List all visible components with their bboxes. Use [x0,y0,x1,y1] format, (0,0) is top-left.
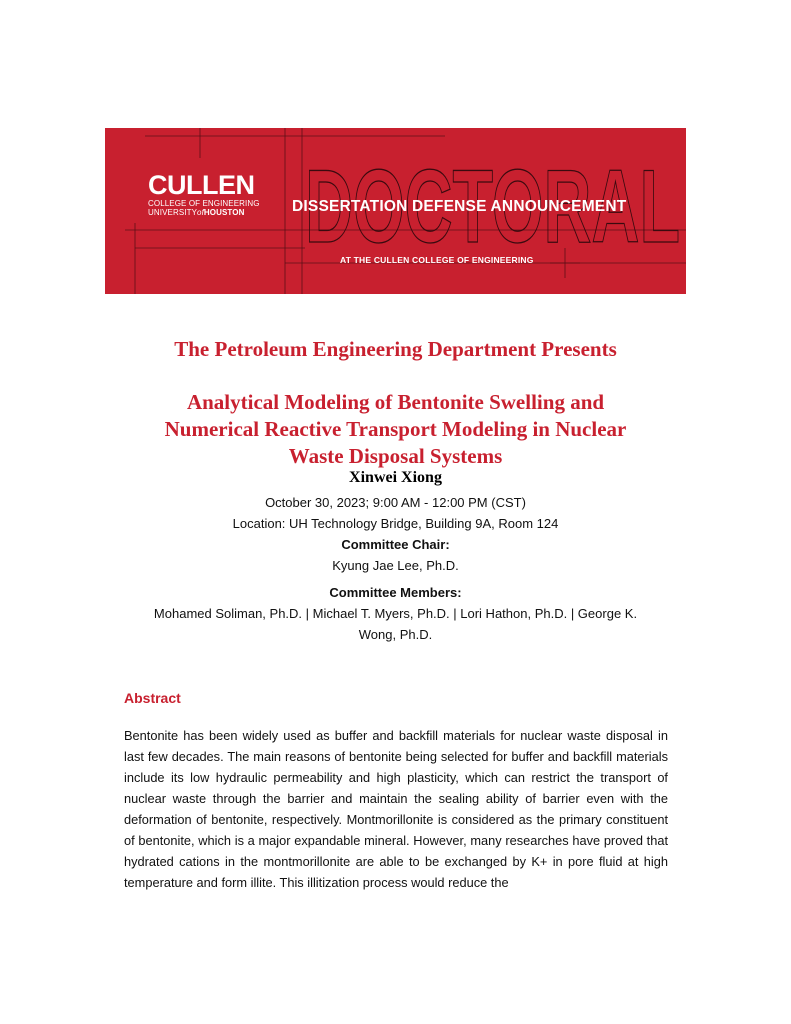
cullen-logo [148,172,260,217]
defense-date: October 30, 2023; 9:00 AM - 12:00 PM (CST) [265,495,526,510]
logo-of-word: of [197,208,204,217]
committee-members-line: Mohamed Soliman, Ph.D. | Michael T. Myers, Ph.D. | Lori Hathon, Ph.D. | George K. [153,606,638,621]
doctoral-word-text: DOCTORAL [305,150,680,250]
title-line: Waste Disposal Systems [288,444,503,468]
abstract-text: Bentonite has been widely used as buffer and backfill materials for nuclear waste disposal in last few decades. The main reasons of bentonite being selected for buffer and backfill materials include its low hydraulic permeability and high plasticity, which can restrict the transport of nuclear waste through the barrier and maintain the sealing ability of barrier even with the deformation of bentonite, respectively. Montmorillonite is considered as the primary constituent of bentonite, which is a major expandable mineral. However, many researches have proved that hydrated cations in the montmorillonite are able to be exchanged by K+ in pore fluid at high temperature and form illite. This illitization process would reduce the [124,728,668,890]
dissertation-title [100,389,691,470]
logo-university-line [148,208,260,217]
committee-chair-label: Committee Chair: [341,537,450,552]
logo-university-word: UNIVERSITY [148,208,198,217]
announcement-heading: DISSERTATION DEFENSE ANNOUNCEMENT [292,198,627,215]
committee-chair-name: Kyung Jae Lee, Ph.D. [332,558,459,573]
committee-members-label: Committee Members: [329,585,462,600]
committee-members-line: Wong, Ph.D. [358,627,433,642]
title-line: Numerical Reactive Transport Modeling in Nuclear [164,417,627,441]
announcement-subheading: AT THE CULLEN COLLEGE OF ENGINEERING [340,255,534,265]
title-line: Analytical Modeling of Bentonite Swelling and [186,390,605,414]
logo-college-line: COLLEGE OF ENGINEERING [148,199,260,208]
logo-wordmark: CULLEN [148,170,255,200]
logo-houston-word: HOUSTON [203,208,245,217]
abstract-heading: Abstract [124,690,181,706]
defense-location: Location: UH Technology Bridge, Building 9A, Room 124 [232,516,559,531]
presenter-name: Xinwei Xiong [349,469,442,486]
announcement-banner [105,128,686,294]
department-heading: The Petroleum Engineering Department Presents [174,337,617,361]
